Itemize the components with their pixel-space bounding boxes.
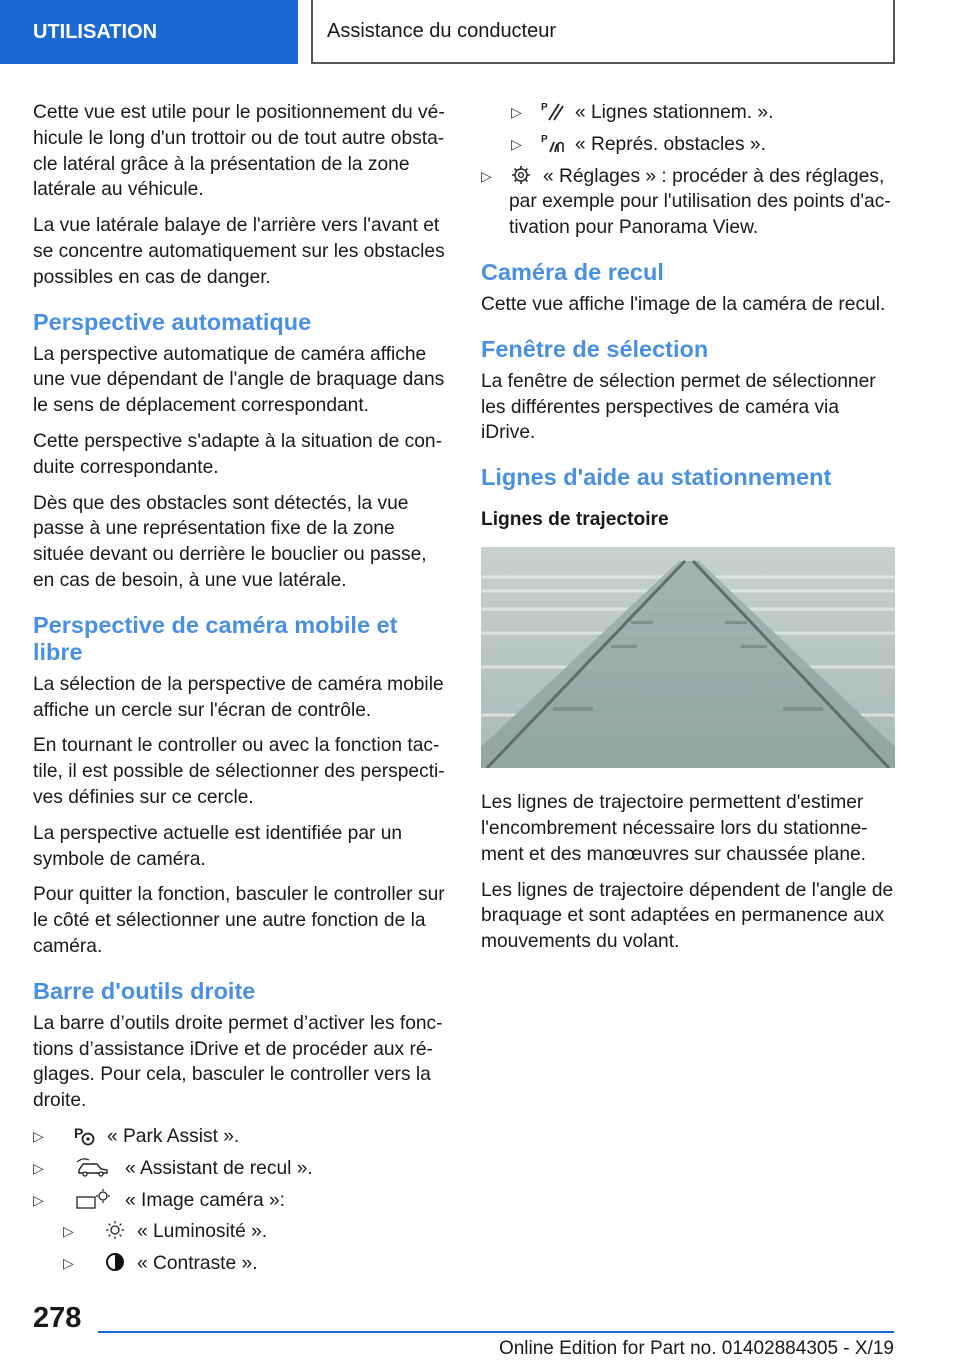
paragraph: La vue latérale balaye de l'arrière vers l'avant et se concentre automatiquement sur les obstacles possibles en cas de danger. [33, 215, 445, 288]
heading-lignes-aide: Lignes d'aide au stationnement [481, 464, 832, 491]
list-item [481, 164, 895, 241]
bullet-triangle-icon: ▷ [33, 1159, 44, 1176]
heading-perspective-automatique: Perspective automatique [33, 308, 312, 335]
list-item-label: « Contraste ». [137, 1253, 258, 1275]
heading-fenetre-selection: Fenêtre de sélection [481, 335, 709, 362]
list-item-label: « Luminosité ». [137, 1221, 268, 1243]
left-column [33, 100, 447, 1283]
heading-perspective-mobile: Perspective de caméra mobile et libre [33, 611, 398, 665]
list-item [33, 1124, 447, 1150]
paragraph: La fenêtre de sélection permet de sélectionner les différentes perspectives de caméra via iDrive. [481, 370, 876, 444]
bullet-triangle-icon: ▷ [511, 104, 522, 120]
paragraph: Cette vue est utile pour le positionnement du véhicule le long d'un trottoir ou de tout autre obstacle latéral grâce à la présentation de la zone latérale au véhicule. [33, 102, 445, 201]
paragraph: La sélection de la perspective de caméra mobile affiche un cercle sur l'écran de contrôle. [33, 673, 444, 721]
reverse-assistant-icon [73, 1156, 115, 1178]
obstacle-display-icon [541, 132, 565, 154]
bullet-triangle-icon: ▷ [511, 135, 522, 152]
paragraph: Cette perspective s'adapte à la situation de conduite correspondante. [33, 430, 442, 478]
list-item [33, 1219, 447, 1245]
list-item-label: « Représ. obstacles ». [575, 133, 766, 155]
subheading-lignes-trajectoire: Lignes de trajectoire [481, 509, 669, 531]
list-item [33, 1188, 447, 1214]
svg-text:P: P [74, 1124, 84, 1141]
paragraph: Pour quitter la fonction, basculer le controller sur le côté et sélectionner une autre fonction de la caméra. [33, 884, 445, 957]
right-column [481, 100, 895, 965]
parking-lines-icon [541, 100, 565, 122]
bullet-triangle-icon: ▷ [63, 1255, 74, 1272]
list-item [33, 1251, 447, 1277]
bullet-triangle-icon: ▷ [63, 1223, 74, 1240]
list-item-label: « Image caméra »: [125, 1189, 285, 1211]
paragraph: La perspective automatique de caméra affiche une vue dépendant de l'angle de braquage dans le sens de déplacement correspondant. [33, 343, 445, 417]
svg-text:P: P [541, 102, 548, 113]
trajectory-lines-illustration [481, 547, 895, 768]
footer-divider [98, 1331, 894, 1333]
bullet-triangle-icon: ▷ [33, 1191, 44, 1208]
park-assist-icon [73, 1124, 97, 1146]
contrast-icon [103, 1251, 127, 1273]
heading-barre-outils: Barre d'outils droite [33, 977, 256, 1004]
list-item [33, 1156, 447, 1182]
brightness-icon [103, 1219, 127, 1241]
svg-text:P: P [541, 133, 548, 145]
camera-image-icon [73, 1188, 115, 1210]
heading-camera-recul: Caméra de recul [481, 258, 664, 285]
list-item [481, 100, 895, 126]
paragraph: La barre d’outils droite permet d’activer les fonctions d’assistance iDrive et de procéder aux réglages. Pour cela, basculer le controller vers la droite. [33, 1012, 443, 1112]
bullet-triangle-icon: ▷ [481, 167, 492, 184]
paragraph: En tournant le controller ou avec la fonction tactile, il est possible de sélectionner des perspectives définies sur ce cercle. [33, 735, 445, 808]
bullet-triangle-icon: ▷ [33, 1127, 44, 1144]
chapter-title: Assistance du conducteur [311, 0, 895, 64]
list-item-label: « Réglages » : procéder à des réglages, par exemple pour l'utilisation des points d'activation pour Panorama View. [509, 165, 891, 239]
paragraph: Les lignes de trajectoire dépendent de l'angle de braquage et sont adaptées en permanence aux mouvements du volant. [481, 879, 894, 953]
page-number: 278 [33, 1302, 82, 1334]
paragraph: Cette vue affiche l'image de la caméra de recul. [481, 293, 886, 315]
list-item-label: « Assistant de recul ». [125, 1157, 313, 1179]
paragraph: Dès que des obstacles sont détectés, la vue passe à une représentation fixe de la zone située devant ou derrière le bouclier ou passe, en cas de besoin, à une vue latérale. [33, 492, 427, 591]
paragraph: Les lignes de trajectoire permettent d'estimer l'encombrement nécessaire lors du stationnement et des manœuvres sur chaussée plane. [481, 792, 868, 865]
paragraph: La perspective actuelle est identifiée par un symbole de caméra. [33, 822, 403, 870]
section-tab: UTILISATION [0, 0, 298, 64]
gear-icon [509, 164, 533, 186]
list-item [481, 132, 895, 158]
list-item-label: « Park Assist ». [107, 1125, 240, 1147]
list-item-label: « Lignes stationnem. ». [575, 102, 774, 123]
footer-edition: Online Edition for Part no. 01402884305 - X/19 [498, 1338, 894, 1359]
